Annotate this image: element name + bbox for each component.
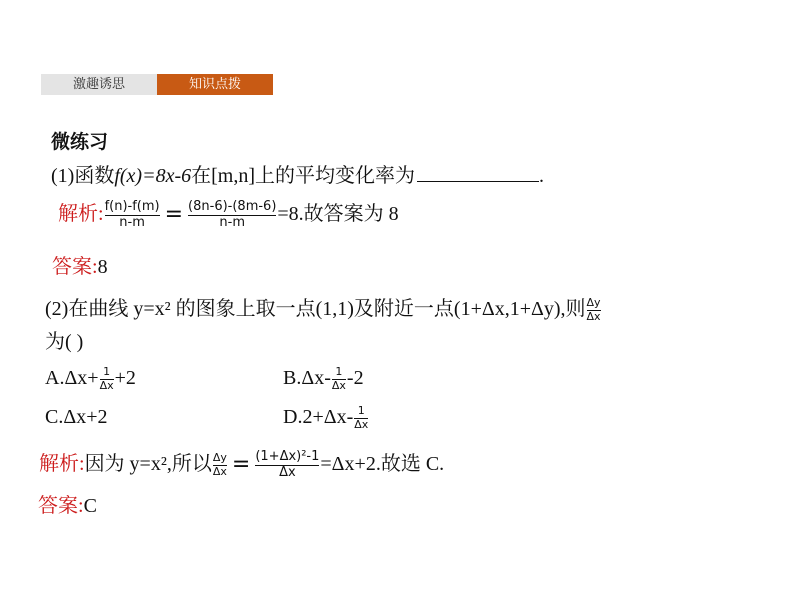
fraction-numerator: f(n)-f(m) bbox=[104, 199, 160, 214]
option-b-post: -2 bbox=[346, 367, 364, 389]
fraction-fn-fm bbox=[105, 200, 160, 231]
answer-1-label: 答案: bbox=[52, 256, 98, 278]
option-a bbox=[45, 366, 136, 393]
answer-2-value: C bbox=[83, 495, 97, 517]
fraction-denominator: Δx bbox=[586, 309, 601, 323]
solution-1-tail: =8.故答案为 8 bbox=[277, 203, 399, 226]
q1-number: (1) bbox=[51, 165, 75, 187]
solution-1 bbox=[58, 200, 399, 231]
answer-1-value: 8 bbox=[97, 256, 108, 278]
fraction-numerator: (1+Δx)²-1 bbox=[255, 449, 320, 464]
solution-2-label: 解析: bbox=[39, 453, 85, 476]
tab-bar bbox=[41, 74, 273, 95]
question-2-line-2: 为( ) bbox=[45, 331, 84, 353]
solution-2 bbox=[39, 450, 444, 481]
option-b-fraction bbox=[332, 366, 346, 392]
fraction-denominator: Δx bbox=[212, 464, 227, 478]
equals-sign: = bbox=[231, 452, 251, 478]
option-c bbox=[45, 405, 107, 429]
fraction-denominator: Δx bbox=[99, 378, 114, 392]
q1-text-b: 在 bbox=[191, 165, 212, 187]
fraction-denominator: Δx bbox=[331, 378, 346, 392]
fraction-denominator: Δx bbox=[279, 464, 296, 480]
option-b bbox=[283, 366, 364, 393]
answer-blank bbox=[417, 163, 539, 182]
option-a-fraction bbox=[100, 366, 114, 392]
tab-jiqu-yousi[interactable]: 激趣诱思 bbox=[41, 74, 157, 95]
fraction-numerator: 1 bbox=[357, 404, 365, 418]
option-d bbox=[283, 405, 369, 432]
fraction-numerator: 1 bbox=[103, 365, 111, 379]
solution-2-tail: =Δx+2.故选 C. bbox=[320, 453, 445, 476]
q1-interval: [m,n] bbox=[211, 165, 256, 187]
option-c-text: C.Δx+2 bbox=[45, 406, 108, 428]
fraction-expanded bbox=[188, 200, 276, 231]
fraction-numerator: 1 bbox=[335, 365, 343, 379]
fraction-denominator: Δx bbox=[354, 417, 369, 431]
fraction-numerator: Δy bbox=[586, 296, 601, 310]
fraction-numerator: Δy bbox=[212, 451, 227, 465]
option-a-pre: A.Δx+ bbox=[45, 367, 99, 389]
fraction-expanded bbox=[255, 450, 319, 481]
answer-2 bbox=[38, 494, 97, 518]
question-1 bbox=[51, 163, 544, 188]
answer-1 bbox=[52, 255, 108, 279]
fraction-dy-dx bbox=[213, 452, 227, 478]
q1-end: . bbox=[539, 165, 545, 187]
option-b-pre: B.Δx- bbox=[283, 367, 331, 389]
answer-2-label: 答案: bbox=[38, 495, 84, 517]
solution-1-label: 解析: bbox=[58, 203, 104, 226]
option-d-pre: D.2+Δx- bbox=[283, 406, 354, 428]
q2-line-1: (2)在曲线 y=x² 的图象上取一点(1,1)及附近一点(1+Δx,1+Δy),则 bbox=[45, 298, 586, 320]
q1-function: f(x)=8x-6 bbox=[114, 165, 192, 187]
fraction-numerator: (8n-6)-(8m-6) bbox=[188, 199, 277, 214]
q1-text-c: 上的平均变化率为 bbox=[255, 165, 416, 187]
option-a-post: +2 bbox=[114, 367, 136, 389]
fraction-denominator: n-m bbox=[219, 214, 246, 230]
fraction-denominator: n-m bbox=[119, 214, 145, 230]
tab-zhishi-dianbo[interactable]: 知识点拨 bbox=[157, 74, 273, 95]
q1-text-a: 函数 bbox=[74, 165, 115, 187]
option-d-fraction bbox=[354, 405, 368, 431]
fraction-dy-dx bbox=[587, 297, 601, 323]
equals-sign: = bbox=[164, 202, 184, 228]
question-2 bbox=[45, 297, 602, 324]
solution-2-text: 因为 y=x²,所以 bbox=[84, 453, 212, 476]
section-heading: 微练习 bbox=[51, 131, 109, 153]
